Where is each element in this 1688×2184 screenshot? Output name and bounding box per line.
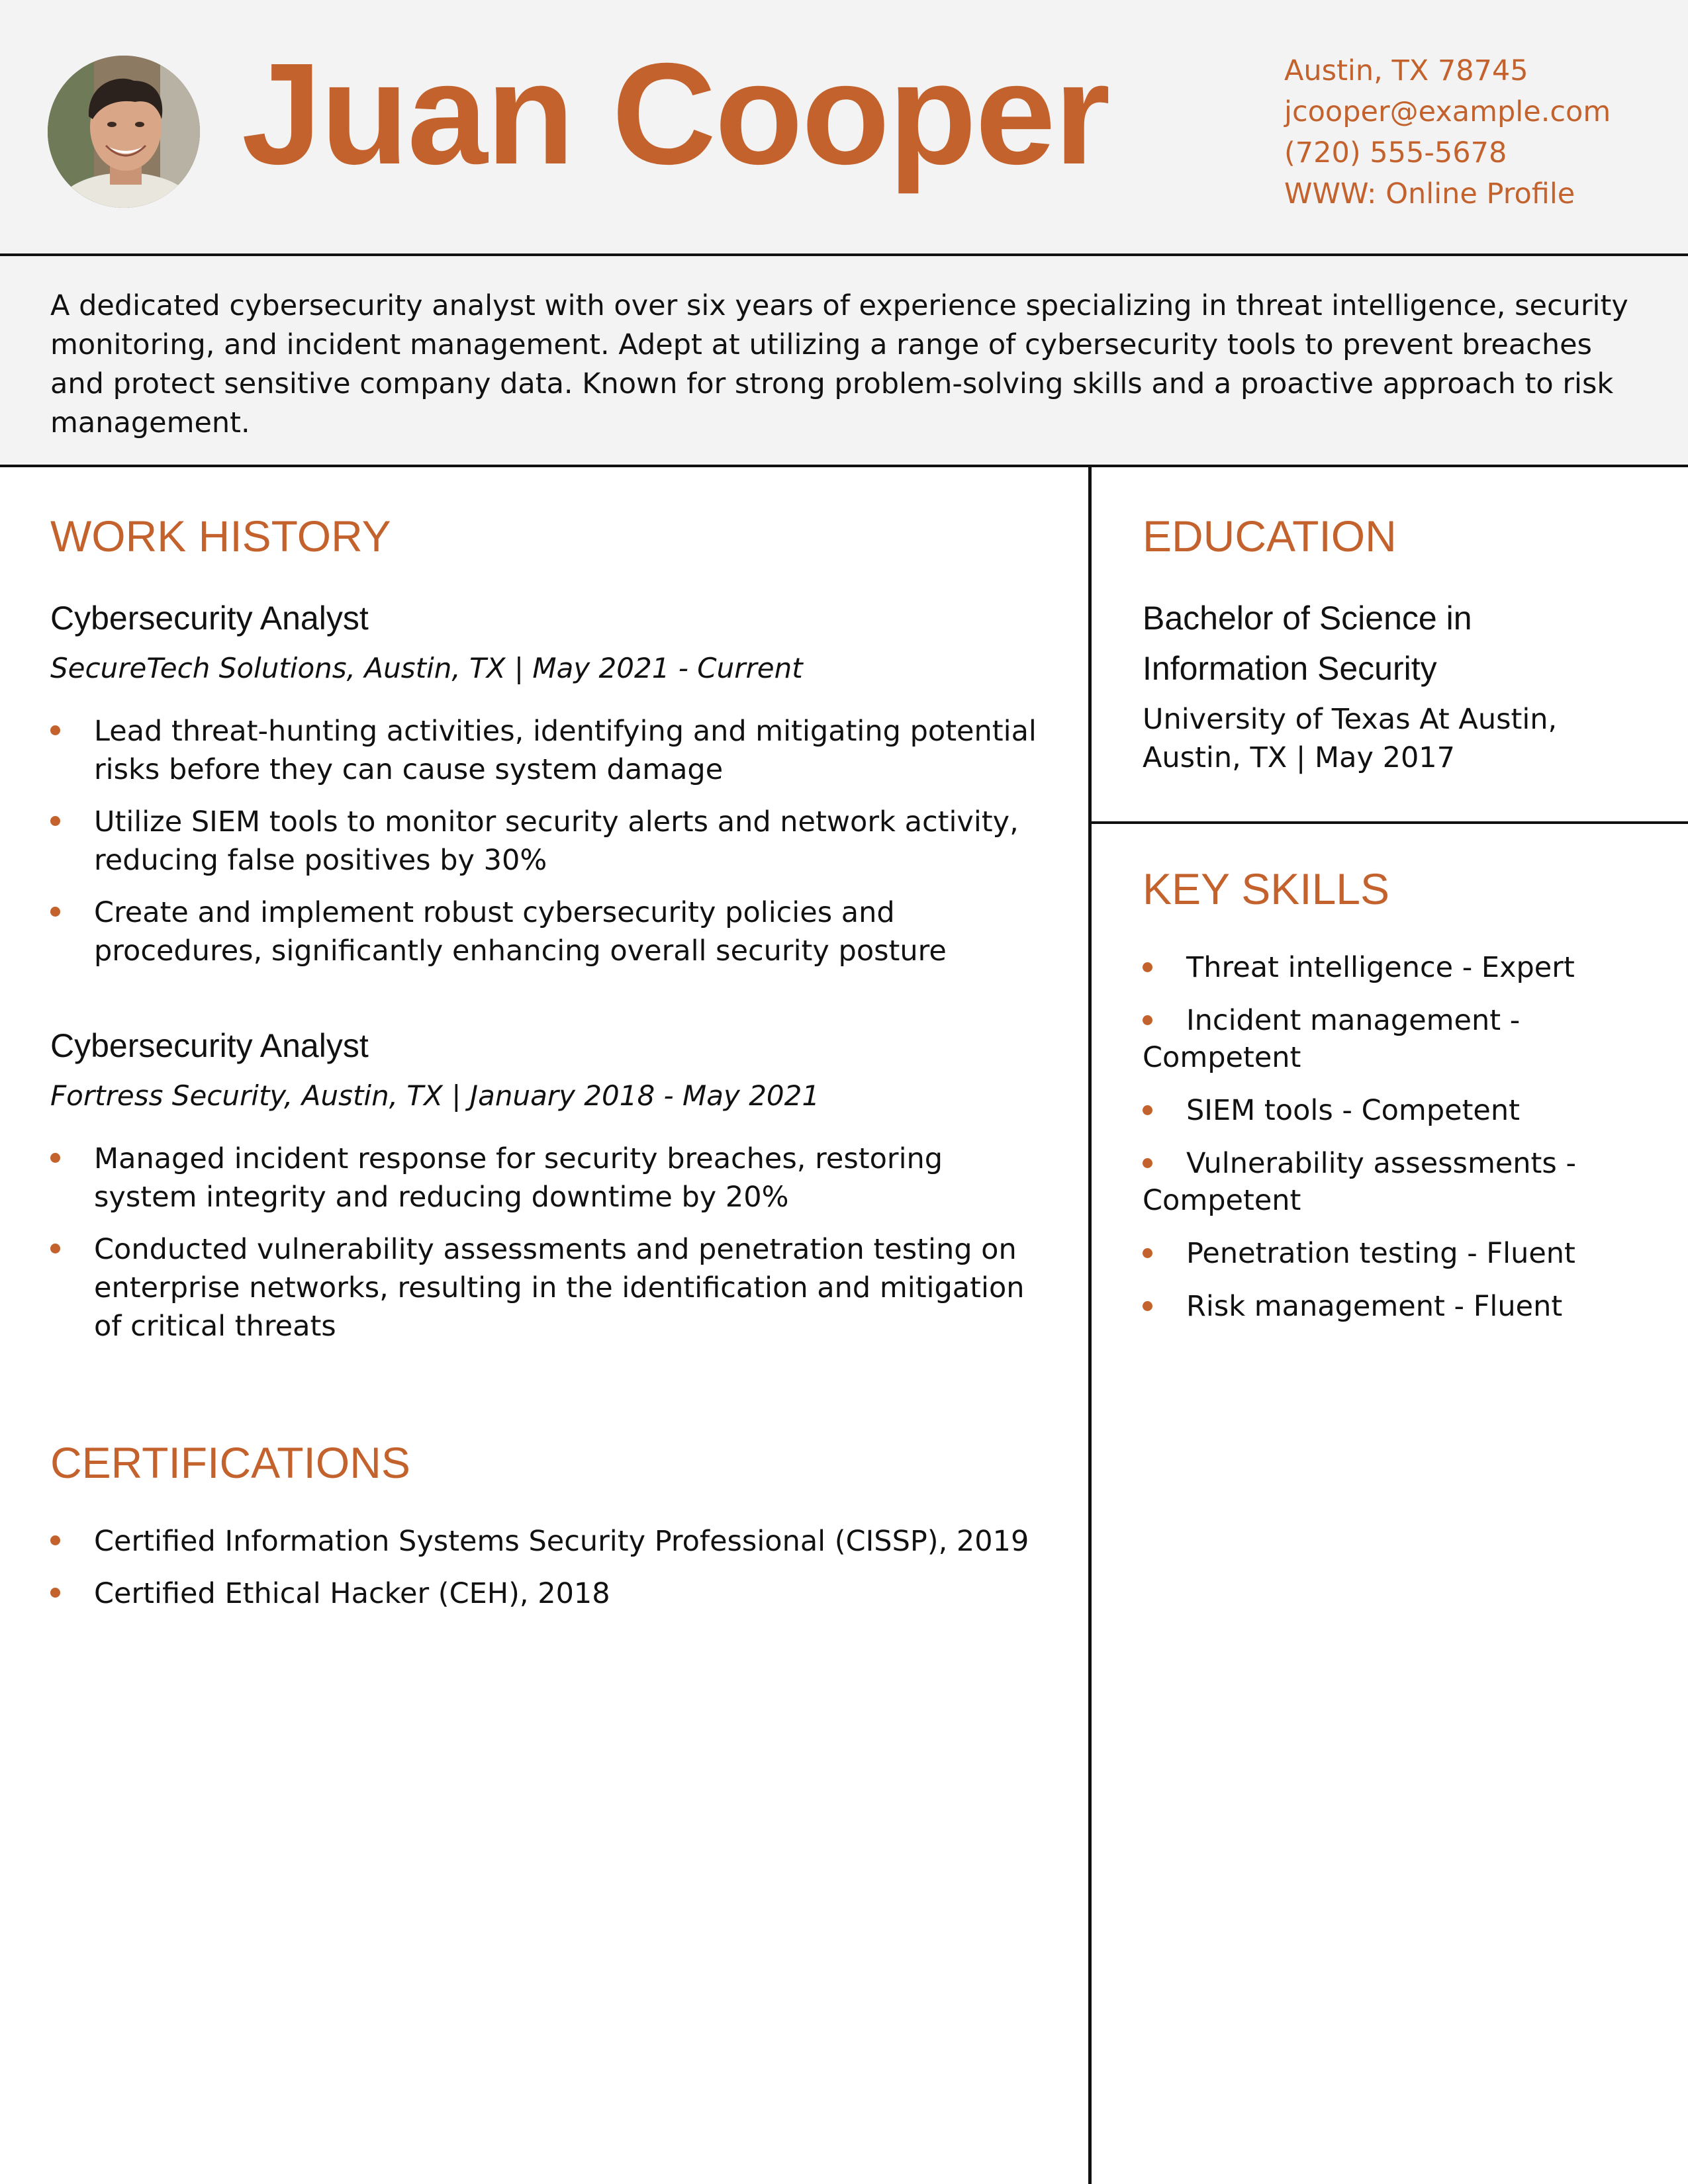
skill-text: Penetration testing - Fluent [1186, 1237, 1575, 1270]
job-title: Cybersecurity Analyst [50, 600, 369, 637]
certification-text: Certified Ethical Hacker (CEH), 2018 [94, 1577, 610, 1610]
bullet-dot-icon [50, 1244, 60, 1253]
job-bullets [50, 1140, 1050, 1345]
contact-email[interactable]: jcooper@example.com [1284, 95, 1611, 128]
bullet-dot-icon [1143, 1015, 1152, 1025]
avatar [48, 56, 200, 208]
list-item [50, 803, 1050, 880]
bullet-dot-icon [1143, 962, 1152, 972]
degree-line: Information Security [1143, 650, 1437, 687]
school-name: University of Texas At Austin, [1143, 703, 1558, 736]
job-location-dates: , Austin, TX | January 2018 - May 2021 [284, 1079, 820, 1112]
bullet-text: Lead threat-hunting activities, identifying and mitigating potential risks before they can cause system damage [94, 715, 1037, 786]
school-info [1143, 700, 1659, 777]
company-name: SecureTech Solutions [50, 652, 347, 684]
bullet-dot-icon [50, 907, 60, 917]
degree-title [1143, 593, 1659, 694]
bullet-dot-icon [50, 1535, 60, 1545]
column-divider [1088, 467, 1092, 2184]
skill-item [1143, 1002, 1606, 1076]
bullet-dot-icon [1143, 1301, 1152, 1311]
job-meta [50, 649, 1050, 688]
skill-item [1143, 1235, 1606, 1272]
skill-text: Risk management - Fluent [1186, 1290, 1563, 1323]
professional-summary: A dedicated cybersecurity analyst with over six years of experience specializing in threat intelligence, security monitoring, and incident management. Adept at utilizing a range of cybersecurity tools to prevent breaches and protect sensitive company data. Known for strong problem-solving skills and a proactive approach to risk management. [50, 289, 1628, 439]
skill-text: Incident management - Competent [1143, 1004, 1521, 1074]
education-entry [1143, 593, 1659, 777]
job-bullets [50, 712, 1050, 970]
certifications-heading: CERTIFICATIONS [50, 1438, 410, 1487]
job-title: Cybersecurity Analyst [50, 1027, 369, 1064]
bullet-text: Conducted vulnerability assessments and penetration testing on enterprise networks, resulting in the identification and mitigation of critical threats [94, 1233, 1025, 1343]
skill-text: Threat intelligence - Expert [1186, 951, 1575, 984]
list-item [50, 1230, 1050, 1345]
bullet-dot-icon [50, 725, 60, 735]
job-meta [50, 1076, 1050, 1116]
contact-phone[interactable]: (720) 555-5678 [1284, 136, 1507, 169]
bullet-dot-icon [1143, 1105, 1152, 1115]
education-divider [1092, 821, 1688, 824]
skill-item [1143, 949, 1606, 986]
list-item [50, 1140, 1050, 1216]
bullet-dot-icon [50, 1588, 60, 1598]
company-name: Fortress Security [50, 1079, 285, 1112]
skill-item [1143, 1288, 1606, 1325]
certifications-list [50, 1522, 1050, 1627]
bullet-dot-icon [1143, 1158, 1152, 1168]
contact-address: Austin, TX 78745 [1284, 54, 1528, 87]
skill-text: Vulnerability assessments - Competent [1143, 1147, 1577, 1217]
degree-line: Bachelor of Science in [1143, 600, 1472, 637]
list-item [50, 893, 1050, 970]
summary-divider [0, 465, 1688, 467]
bullet-text: Managed incident response for security breaches, restoring system integrity and reducing downtime by 20% [94, 1142, 943, 1214]
skill-item [1143, 1145, 1606, 1219]
work-history-heading: WORK HISTORY [50, 512, 391, 561]
job-location-dates: , Austin, TX | May 2021 - Current [346, 652, 803, 684]
skill-item [1143, 1092, 1606, 1129]
list-item [50, 712, 1050, 789]
bullet-dot-icon [50, 816, 60, 826]
bullet-text: Utilize SIEM tools to monitor security alerts and network activity, reducing false positives by 30% [94, 805, 1019, 877]
portrait-photo [48, 56, 200, 208]
bullet-dot-icon [50, 1153, 60, 1163]
bullet-text: Create and implement robust cybersecurity policies and procedures, significantly enhancing overall security posture [94, 896, 947, 968]
contact-block [1284, 50, 1611, 214]
key-skills-heading: KEY SKILLS [1143, 864, 1390, 913]
job-entry [50, 1021, 1050, 1359]
candidate-name: Juan Cooper [242, 34, 1109, 195]
contact-website[interactable]: WWW: Online Profile [1284, 177, 1575, 210]
list-item [50, 1522, 1050, 1561]
school-location-date: Austin, TX | May 2017 [1143, 741, 1456, 774]
job-entry [50, 593, 1050, 984]
bullet-dot-icon [1143, 1248, 1152, 1258]
skills-list [1143, 949, 1606, 1341]
skill-text: SIEM tools - Competent [1186, 1094, 1520, 1127]
education-heading: EDUCATION [1143, 512, 1397, 561]
list-item [50, 1574, 1050, 1613]
certification-text: Certified Information Systems Security Professional (CISSP), 2019 [94, 1525, 1029, 1558]
